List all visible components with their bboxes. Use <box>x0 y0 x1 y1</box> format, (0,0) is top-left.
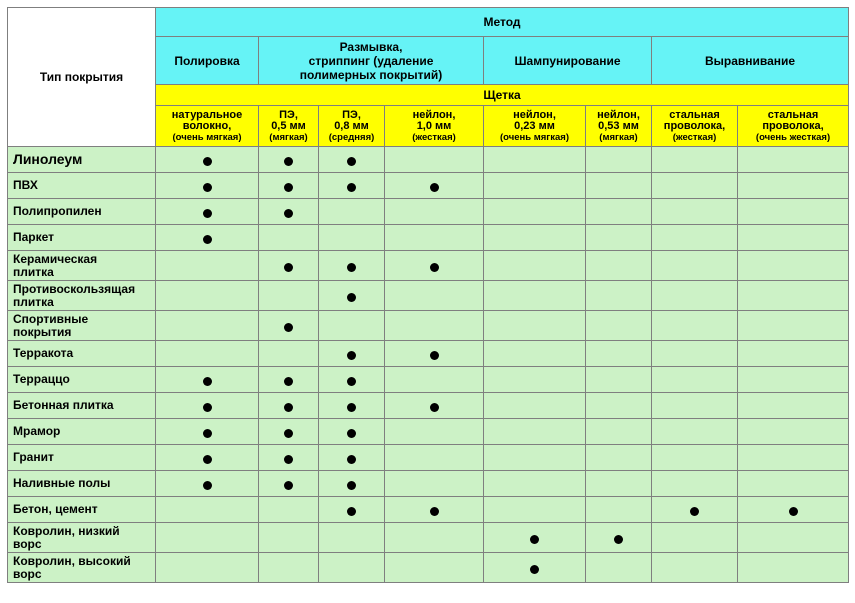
coating-type-label: Мрамор <box>8 419 156 445</box>
compatibility-cell <box>738 341 849 367</box>
bullet-mark-icon <box>690 507 699 516</box>
compatibility-cell <box>259 199 319 225</box>
compatibility-cell <box>156 251 259 281</box>
coating-type-line: ворс <box>13 536 42 551</box>
table-row <box>8 367 849 393</box>
compatibility-cell <box>319 445 385 471</box>
bullet-mark-icon <box>203 209 212 218</box>
coating-type-label: Бетонная плитка <box>8 393 156 419</box>
compatibility-cell <box>652 281 738 311</box>
compatibility-cell <box>259 553 319 583</box>
compatibility-cell <box>319 173 385 199</box>
table-row <box>8 225 849 251</box>
bullet-mark-icon <box>614 535 623 544</box>
bullet-mark-icon <box>789 507 798 516</box>
compatibility-cell <box>156 147 259 173</box>
table-row <box>8 281 849 311</box>
coating-type-label: Полипропилен <box>8 199 156 225</box>
group-shampooing: Шампунирование <box>484 37 652 85</box>
group-stripping-line: Размывка, <box>339 39 403 54</box>
compatibility-cell <box>484 147 586 173</box>
bullet-mark-icon <box>347 293 356 302</box>
compatibility-cell <box>156 471 259 497</box>
compatibility-cell <box>586 393 652 419</box>
compatibility-cell <box>319 147 385 173</box>
compatibility-cell <box>156 445 259 471</box>
brush-type-line: (мягкая) <box>599 131 638 143</box>
brush-type-line: (мягкая) <box>269 131 308 143</box>
bullet-mark-icon <box>203 403 212 412</box>
bullet-mark-icon <box>430 507 439 516</box>
compatibility-cell <box>385 281 484 311</box>
brush-type-line: 0,5 мм <box>271 119 306 132</box>
compatibility-cell <box>259 523 319 553</box>
compatibility-cell <box>484 471 586 497</box>
brush-type-line: (очень мягкая) <box>172 131 242 143</box>
coating-type-line: Керамическая <box>13 251 98 266</box>
compatibility-cell <box>484 311 586 341</box>
table-row <box>8 393 849 419</box>
compatibility-cell <box>652 251 738 281</box>
coating-type-line: ворс <box>13 566 42 581</box>
table-body <box>8 147 849 583</box>
group-stripping-line: полимерных покрытий) <box>299 67 443 82</box>
brush-type-line: 0,23 мм <box>514 119 555 132</box>
bullet-mark-icon <box>347 183 356 192</box>
compatibility-cell <box>738 311 849 341</box>
compatibility-cell <box>586 497 652 523</box>
compatibility-cell <box>738 251 849 281</box>
compatibility-cell <box>738 281 849 311</box>
brush-type-line: нейлон, <box>412 108 456 121</box>
brush-type-line: ПЭ, <box>279 108 298 121</box>
brush-type-line: 1,0 мм <box>416 119 452 132</box>
table-row <box>8 553 849 583</box>
compatibility-cell <box>259 251 319 281</box>
compatibility-cell <box>738 367 849 393</box>
method-header: Метод <box>156 8 849 37</box>
brush-type-line: ПЭ, <box>342 108 361 121</box>
compatibility-cell <box>586 471 652 497</box>
coating-type-label <box>8 311 156 341</box>
compatibility-cell <box>652 173 738 199</box>
compatibility-cell <box>484 251 586 281</box>
bullet-mark-icon <box>430 351 439 360</box>
brush-type-header <box>586 106 652 147</box>
compatibility-cell <box>652 393 738 419</box>
compatibility-cell <box>385 523 484 553</box>
group-polishing: Полировка <box>156 37 259 85</box>
compatibility-cell <box>385 445 484 471</box>
bullet-mark-icon <box>284 323 293 332</box>
bullet-mark-icon <box>284 429 293 438</box>
brush-type-line: (средняя) <box>328 131 375 143</box>
compatibility-cell <box>385 393 484 419</box>
compatibility-cell <box>484 445 586 471</box>
compatibility-cell <box>385 225 484 251</box>
compatibility-cell <box>652 445 738 471</box>
compatibility-cell <box>652 311 738 341</box>
compatibility-cell <box>586 311 652 341</box>
coating-type-label: Наливные полы <box>8 471 156 497</box>
compatibility-cell <box>652 553 738 583</box>
brush-type-header <box>259 106 319 147</box>
compatibility-cell <box>385 419 484 445</box>
table-row <box>8 445 849 471</box>
bullet-mark-icon <box>203 235 212 244</box>
bullet-mark-icon <box>347 377 356 386</box>
brush-type-line: нейлон, <box>513 108 556 121</box>
compatibility-cell <box>484 393 586 419</box>
compatibility-cell <box>738 471 849 497</box>
compatibility-cell <box>319 225 385 251</box>
compatibility-cell <box>738 419 849 445</box>
compatibility-cell <box>259 497 319 523</box>
compatibility-cell <box>652 199 738 225</box>
bullet-mark-icon <box>284 403 293 412</box>
compatibility-cell <box>484 553 586 583</box>
compatibility-cell <box>586 445 652 471</box>
compatibility-cell <box>652 419 738 445</box>
compatibility-cell <box>586 281 652 311</box>
coating-type-line: Противоскользящая <box>13 281 136 296</box>
compatibility-cell <box>259 225 319 251</box>
compatibility-cell <box>259 445 319 471</box>
compatibility-cell <box>652 523 738 553</box>
compatibility-cell <box>586 251 652 281</box>
table-row <box>8 523 849 553</box>
compatibility-cell <box>319 311 385 341</box>
compatibility-cell <box>652 497 738 523</box>
compatibility-cell <box>259 471 319 497</box>
coating-type-label <box>8 251 156 281</box>
compatibility-cell <box>319 367 385 393</box>
coating-type-label: Паркет <box>8 225 156 251</box>
compatibility-cell <box>319 419 385 445</box>
table-row <box>8 199 849 225</box>
bullet-mark-icon <box>347 403 356 412</box>
brush-type-header <box>652 106 738 147</box>
table-row <box>8 251 849 281</box>
compatibility-cell <box>484 341 586 367</box>
bullet-mark-icon <box>284 263 293 272</box>
bullet-mark-icon <box>203 429 212 438</box>
table-row <box>8 173 849 199</box>
floor-cleaning-table-wrapper <box>7 7 849 583</box>
compatibility-cell <box>385 341 484 367</box>
bullet-mark-icon <box>430 183 439 192</box>
bullet-mark-icon <box>203 157 212 166</box>
compatibility-cell <box>259 173 319 199</box>
compatibility-cell <box>484 173 586 199</box>
coating-type-label: Гранит <box>8 445 156 471</box>
compatibility-cell <box>259 311 319 341</box>
brush-type-header <box>156 106 259 147</box>
compatibility-cell <box>319 251 385 281</box>
compatibility-cell <box>484 199 586 225</box>
brush-header: Щетка <box>156 85 849 106</box>
compatibility-cell <box>586 523 652 553</box>
compatibility-cell <box>156 419 259 445</box>
compatibility-cell <box>484 225 586 251</box>
bullet-mark-icon <box>347 455 356 464</box>
brush-type-header <box>319 106 385 147</box>
bullet-mark-icon <box>347 263 356 272</box>
group-stripping-line: стриппинг (удаление <box>308 53 434 68</box>
compatibility-cell <box>385 367 484 393</box>
brush-type-line: 0,53 мм <box>598 119 639 132</box>
brush-type-line: проволока, <box>663 119 726 132</box>
compatibility-cell <box>259 393 319 419</box>
compatibility-cell <box>738 497 849 523</box>
compatibility-cell <box>156 281 259 311</box>
compatibility-cell <box>259 367 319 393</box>
bullet-mark-icon <box>284 183 293 192</box>
brush-type-line: 0,8 мм <box>334 119 369 132</box>
coating-type-label: Линолеум <box>8 147 156 173</box>
compatibility-cell <box>385 311 484 341</box>
compatibility-cell <box>586 367 652 393</box>
coating-type-line: плитка <box>13 294 54 309</box>
table-row <box>8 471 849 497</box>
brush-type-line: проволока, <box>762 119 824 132</box>
bullet-mark-icon <box>284 481 293 490</box>
compatibility-cell <box>738 445 849 471</box>
compatibility-cell <box>586 147 652 173</box>
compatibility-cell <box>586 341 652 367</box>
compatibility-cell <box>319 471 385 497</box>
compatibility-cell <box>385 497 484 523</box>
coating-type-label: ПВХ <box>8 173 156 199</box>
coating-type-label: Терраццо <box>8 367 156 393</box>
brush-type-line: нейлон, <box>597 108 640 121</box>
bullet-mark-icon <box>347 157 356 166</box>
compatibility-cell <box>738 225 849 251</box>
compatibility-cell <box>156 523 259 553</box>
compatibility-cell <box>156 225 259 251</box>
brush-type-line: натуральное <box>171 108 243 121</box>
coating-type-label: Терракота <box>8 341 156 367</box>
brush-type-line: (жесткая) <box>412 131 456 143</box>
bullet-mark-icon <box>284 455 293 464</box>
table-row <box>8 311 849 341</box>
compatibility-cell <box>586 419 652 445</box>
compatibility-cell <box>652 341 738 367</box>
brush-type-line: стальная <box>669 108 720 121</box>
compatibility-cell <box>156 367 259 393</box>
compatibility-cell <box>156 553 259 583</box>
table-row <box>8 147 849 173</box>
compatibility-cell <box>586 173 652 199</box>
compatibility-cell <box>156 341 259 367</box>
compatibility-cell <box>484 419 586 445</box>
bullet-mark-icon <box>347 351 356 360</box>
compatibility-cell <box>484 523 586 553</box>
compatibility-cell <box>259 341 319 367</box>
brush-type-line: волокно, <box>182 119 232 132</box>
bullet-mark-icon <box>530 535 539 544</box>
brush-type-line: (очень жесткая) <box>755 131 831 143</box>
compatibility-cell <box>319 341 385 367</box>
bullet-mark-icon <box>430 403 439 412</box>
compatibility-cell <box>652 147 738 173</box>
compatibility-cell <box>738 523 849 553</box>
brush-type-line: (очень мягкая) <box>499 131 570 143</box>
coating-type-header: Тип покрытия <box>8 8 156 147</box>
compatibility-cell <box>652 367 738 393</box>
coating-type-line: Спортивные <box>13 311 89 326</box>
compatibility-cell <box>259 147 319 173</box>
bullet-mark-icon <box>203 183 212 192</box>
compatibility-cell <box>385 199 484 225</box>
bullet-mark-icon <box>203 377 212 386</box>
compatibility-cell <box>652 225 738 251</box>
compatibility-cell <box>385 173 484 199</box>
coating-type-label <box>8 523 156 553</box>
compatibility-cell <box>738 173 849 199</box>
compatibility-cell <box>484 497 586 523</box>
compatibility-cell <box>652 471 738 497</box>
compatibility-cell <box>586 225 652 251</box>
brush-type-header <box>738 106 849 147</box>
floor-cleaning-table <box>7 7 849 583</box>
compatibility-cell <box>385 251 484 281</box>
coating-type-label <box>8 281 156 311</box>
compatibility-cell <box>259 419 319 445</box>
compatibility-cell <box>319 497 385 523</box>
coating-type-label <box>8 553 156 583</box>
group-leveling: Выравнивание <box>652 37 849 85</box>
compatibility-cell <box>319 523 385 553</box>
coating-type-line: Ковролин, высокий <box>13 553 131 568</box>
bullet-mark-icon <box>530 565 539 574</box>
compatibility-cell <box>156 311 259 341</box>
brush-type-line: (жесткая) <box>672 131 717 143</box>
bullet-mark-icon <box>203 481 212 490</box>
compatibility-cell <box>156 173 259 199</box>
group-stripping <box>259 37 484 85</box>
bullet-mark-icon <box>347 507 356 516</box>
compatibility-cell <box>738 147 849 173</box>
compatibility-cell <box>156 497 259 523</box>
compatibility-cell <box>586 553 652 583</box>
compatibility-cell <box>156 393 259 419</box>
coating-type-line: плитка <box>13 264 54 279</box>
compatibility-cell <box>319 393 385 419</box>
compatibility-cell <box>319 553 385 583</box>
table-row <box>8 497 849 523</box>
compatibility-cell <box>738 393 849 419</box>
compatibility-cell <box>259 281 319 311</box>
compatibility-cell <box>385 471 484 497</box>
bullet-mark-icon <box>284 209 293 218</box>
table-row <box>8 419 849 445</box>
brush-type-header <box>385 106 484 147</box>
compatibility-cell <box>586 199 652 225</box>
compatibility-cell <box>156 199 259 225</box>
compatibility-cell <box>319 199 385 225</box>
compatibility-cell <box>484 367 586 393</box>
coating-type-line: Ковролин, низкий <box>13 523 120 538</box>
compatibility-cell <box>385 553 484 583</box>
table-row <box>8 341 849 367</box>
bullet-mark-icon <box>284 377 293 386</box>
bullet-mark-icon <box>284 157 293 166</box>
coating-type-line: покрытия <box>13 324 72 339</box>
compatibility-cell <box>484 281 586 311</box>
compatibility-cell <box>738 199 849 225</box>
compatibility-cell <box>738 553 849 583</box>
bullet-mark-icon <box>347 481 356 490</box>
compatibility-cell <box>319 281 385 311</box>
coating-type-label: Бетон, цемент <box>8 497 156 523</box>
brush-type-header <box>484 106 586 147</box>
compatibility-cell <box>385 147 484 173</box>
bullet-mark-icon <box>347 429 356 438</box>
brush-type-line: стальная <box>767 108 819 121</box>
bullet-mark-icon <box>203 455 212 464</box>
bullet-mark-icon <box>430 263 439 272</box>
